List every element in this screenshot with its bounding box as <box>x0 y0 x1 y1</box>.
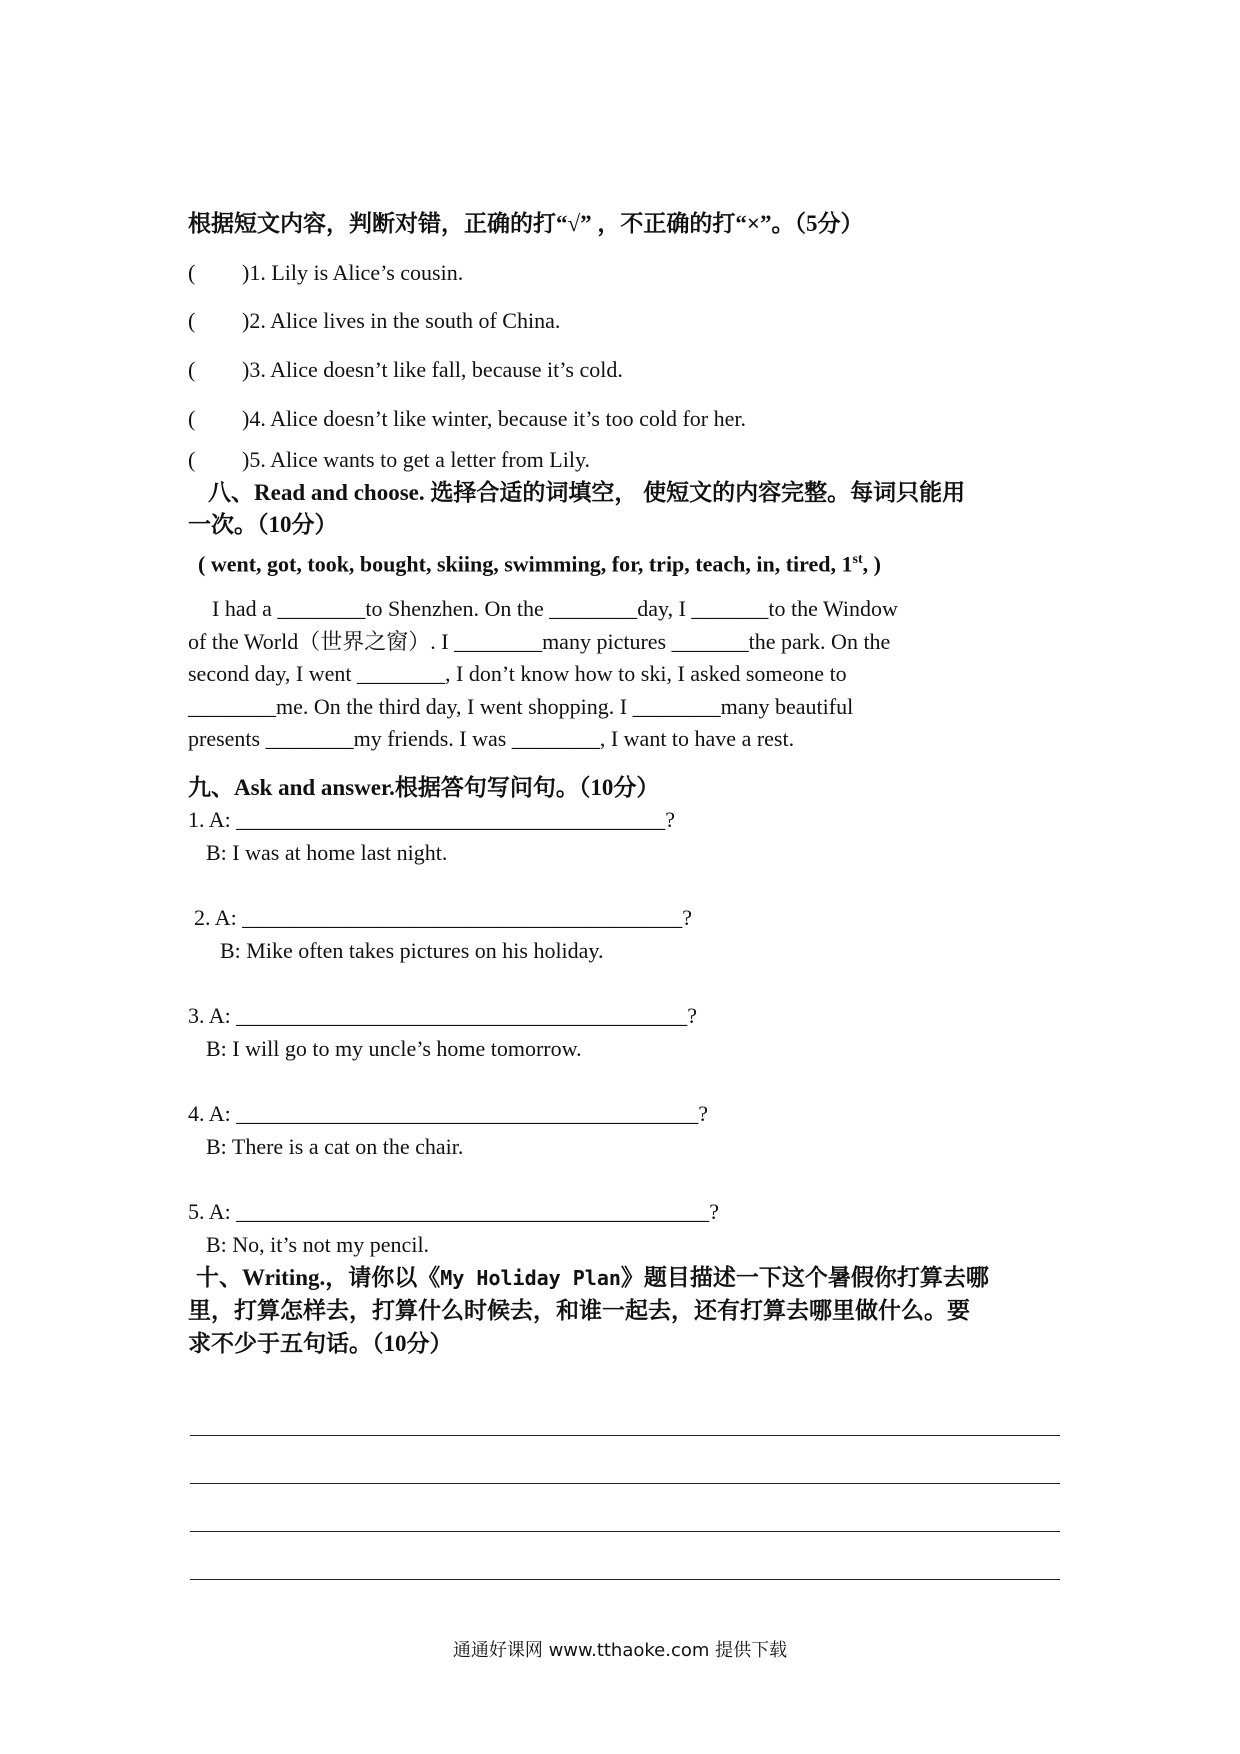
answer-paren[interactable]: ( <box>188 308 196 333</box>
judge-item-4 <box>188 405 746 433</box>
writing-line-3[interactable] <box>190 1531 1060 1532</box>
section10-heading-line1 <box>196 1264 989 1292</box>
section10-heading-line3: 求不少于五句话。（10分） <box>188 1331 453 1356</box>
section8-heading-line1: 八、Read and choose. 选择合适的词填空， 使短文的内容完整。每词只能用 <box>208 480 966 505</box>
question-2[interactable]: 2. A: ________________________________________? <box>194 905 693 930</box>
judge-heading: 根据短文内容，判断对错，正确的打“√” ，不正确的打“×”。（5分） <box>188 211 864 236</box>
writing-line-2[interactable] <box>190 1483 1060 1484</box>
question-5[interactable]: 5. A: ___________________________________________? <box>188 1199 720 1224</box>
judge-item-3 <box>188 356 623 384</box>
judge-item-text: )1. Lily is Alice’s cousin. <box>242 260 464 285</box>
writing-line-1[interactable] <box>190 1435 1060 1436</box>
judge-item-1 <box>188 259 463 287</box>
section10-heading-line2: 里，打算怎样去，打算什么时候去，和谁一起去，还有打算去哪里做什么。要 <box>188 1298 970 1323</box>
passage-line-4: ________me. On the third day, I went shopping. I ________many beautiful <box>188 694 854 719</box>
writing-line-4[interactable] <box>190 1579 1060 1580</box>
word-bank-sup: st <box>852 552 863 567</box>
section9-heading: 九、Ask and answer.根据答句写问句。（10分） <box>188 775 660 800</box>
judge-item-2 <box>188 307 560 335</box>
passage-line-2: of the World（世界之窗）. I ________many pictures _______the park. On the <box>188 629 891 654</box>
question-4[interactable]: 4. A: __________________________________________? <box>188 1101 709 1126</box>
section10-heading-post: 》题目描述一下这个暑假你打算去哪 <box>620 1265 989 1290</box>
passage-line-1: I had a ________to Shenzhen. On the ________day, I _______to the Window <box>212 596 898 621</box>
judge-item-text: )4. Alice doesn’t like winter, because it’s too cold for her. <box>242 406 746 431</box>
passage-line-3: second day, I went ________, I don’t know how to ski, I asked someone to <box>188 661 847 686</box>
passage-line-5: presents ________my friends. I was ________, I want to have a rest. <box>188 726 795 751</box>
question-3[interactable]: 3. A: _________________________________________? <box>188 1003 698 1028</box>
answer-2: B: Mike often takes pictures on his holiday. <box>220 938 604 963</box>
answer-paren[interactable]: ( <box>188 260 196 285</box>
answer-1: B: I was at home last night. <box>206 840 448 865</box>
question-1[interactable]: 1. A: _______________________________________? <box>188 807 676 832</box>
word-bank <box>198 546 881 578</box>
answer-5: B: No, it’s not my pencil. <box>206 1232 430 1257</box>
essay-title: My Holiday Plan <box>440 1266 621 1290</box>
judge-item-text: )3. Alice doesn’t like fall, because it’s cold. <box>242 357 623 382</box>
answer-3: B: I will go to my uncle’s home tomorrow. <box>206 1036 582 1061</box>
answer-4: B: There is a cat on the chair. <box>206 1134 464 1159</box>
footer-credit: 通通好课网 www.tthaoke.com 提供下载 <box>452 1640 788 1661</box>
answer-paren[interactable]: ( <box>188 406 196 431</box>
word-bank-end: , ) <box>862 551 881 577</box>
section10-heading-pre: 十、Writing.，请你以《 <box>196 1265 441 1290</box>
word-bank-text: ( went, got, took, bought, skiing, swimming, for, trip, teach, in, tired, 1 <box>198 551 853 577</box>
judge-item-text: )2. Alice lives in the south of China. <box>242 308 561 333</box>
answer-paren[interactable]: ( <box>188 447 196 472</box>
answer-paren[interactable]: ( <box>188 357 196 382</box>
section8-heading-line2: 一次。（10分） <box>188 512 338 537</box>
judge-item-5 <box>188 446 590 474</box>
judge-item-text: )5. Alice wants to get a letter from Lily. <box>242 447 591 472</box>
